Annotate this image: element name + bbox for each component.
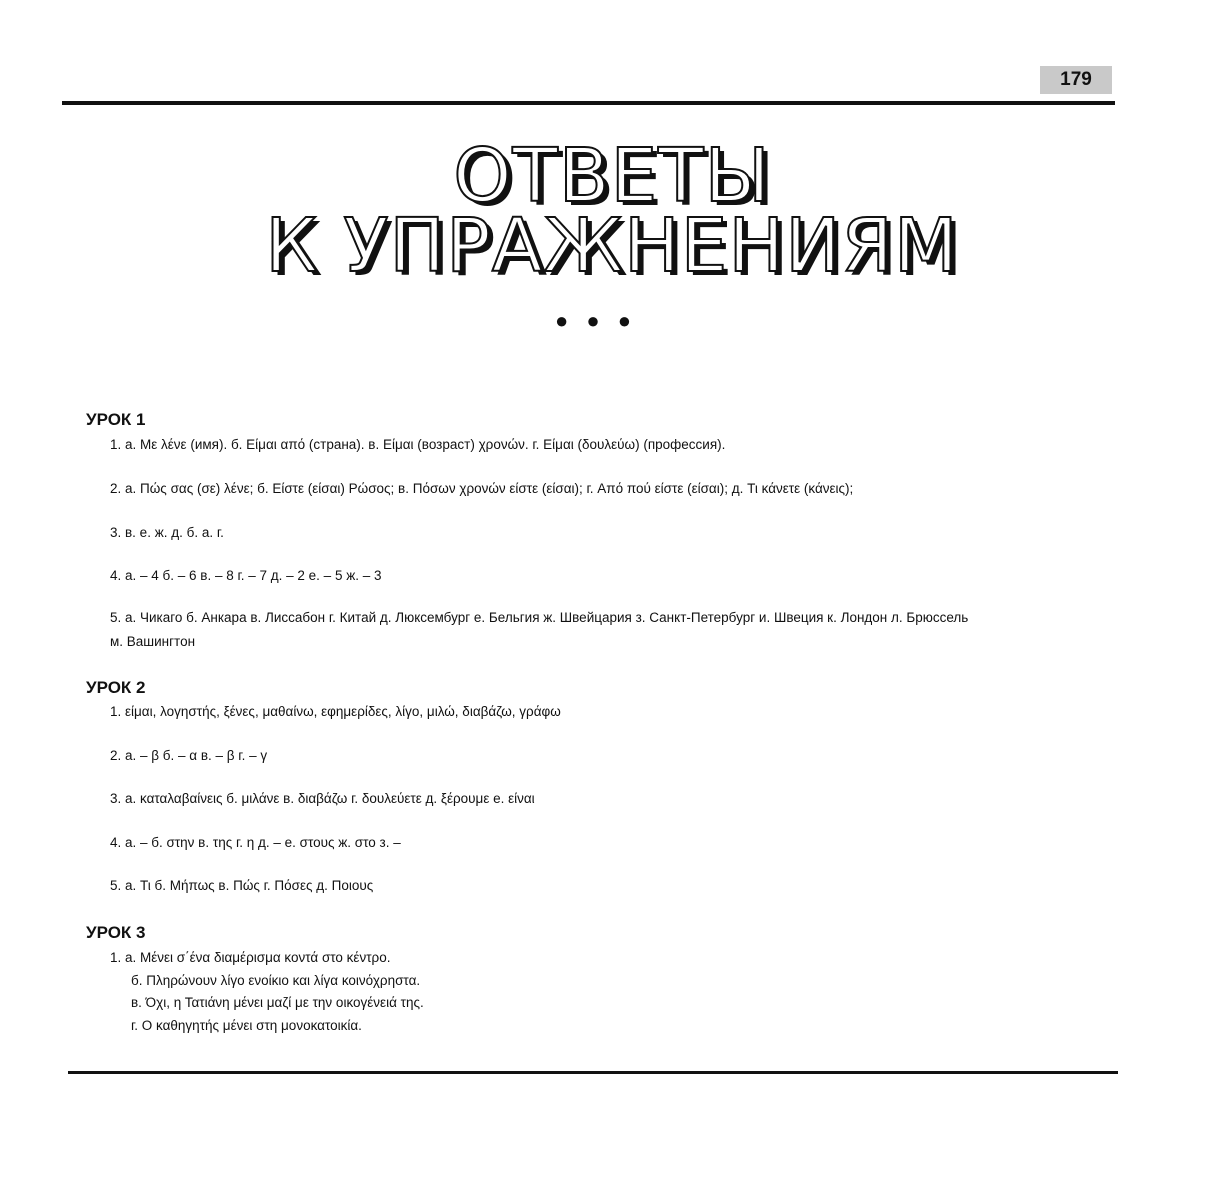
answer-line: 1. а. Μένει σ΄ένα διαμέρισμα κοντά στο κέντρο. [110,950,391,965]
page-number: 179 [1040,66,1112,94]
answer-line: 1. а. Με λένε (имя). б. Είμαι από (страна). в. Είμαι (возраст) χρονών. г. Είμαι (δουλεύω) (профессия). [110,437,726,452]
answer-line: м. Вашингтон [110,634,196,649]
answer-line: б. Πληρώνουν λίγο ενοίκιο και λίγα κοινόχρηστα. [131,973,421,988]
answer-line: 4. а. – 4 б. – 6 в. – 8 г. – 7 д. – 2 е. – 5 ж. – 3 [110,568,382,583]
answer-line: г. Ο καθηγητής μένει στη μονοκατοικία. [131,1018,362,1033]
answer-line: 2. а. – β б. – α в. – β г. – γ [110,748,268,763]
answer-line: 2. а. Πώς σας (σε) λένε; б. Είστε (είσαι) Ρώσος; в. Πόσων χρονών είστε (είσαι); г. Από πού είστε (είσαι); д. Τι κάνετε (κάνεις); [110,481,854,496]
answer-line: 3. а. καταλαβαίνεις б. μιλάνε в. διαβάζω г. δουλεύετε д. ξέρουμε е. είναι [110,791,535,806]
section-heading-lesson-3: УРОК 3 [86,923,146,942]
answer-line: 5. а. Τι б. Μήπως в. Πώς г. Πόσες д. Ποιους [110,878,374,893]
title-ornament: ● ● ● [555,308,638,333]
section-heading-lesson-2: УРОК 2 [86,678,146,697]
answer-line: 1. είμαι, λογηστής, ξένες, μαθαίνω, εφημερίδες, λίγο, μιλώ, διαβάζω, γράφω [110,704,561,719]
page-title-line-1: ОТВЕТЫ [453,133,771,219]
answer-line: 3. в. е. ж. д. б. а. г. [110,525,224,540]
answer-line: 4. а. – б. στην в. της г. η д. – е. στους ж. στο з. – [110,835,401,850]
page-title-line-2: К УПРАЖНЕНИЯМ [265,203,959,289]
section-heading-lesson-1: УРОК 1 [86,410,146,429]
answer-line: в. Όχι, η Τατιάνη μένει μαζί με την οικογένειά της. [131,995,424,1010]
top-rule [62,101,1115,105]
bottom-rule [68,1071,1118,1074]
answer-line: 5. а. Чикаго б. Анкара в. Лиссабон г. Китай д. Люксембург е. Бельгия ж. Швейцария з. Санкт-Петербург и. Швеция к. Лондон л. Брюссель [110,610,969,625]
